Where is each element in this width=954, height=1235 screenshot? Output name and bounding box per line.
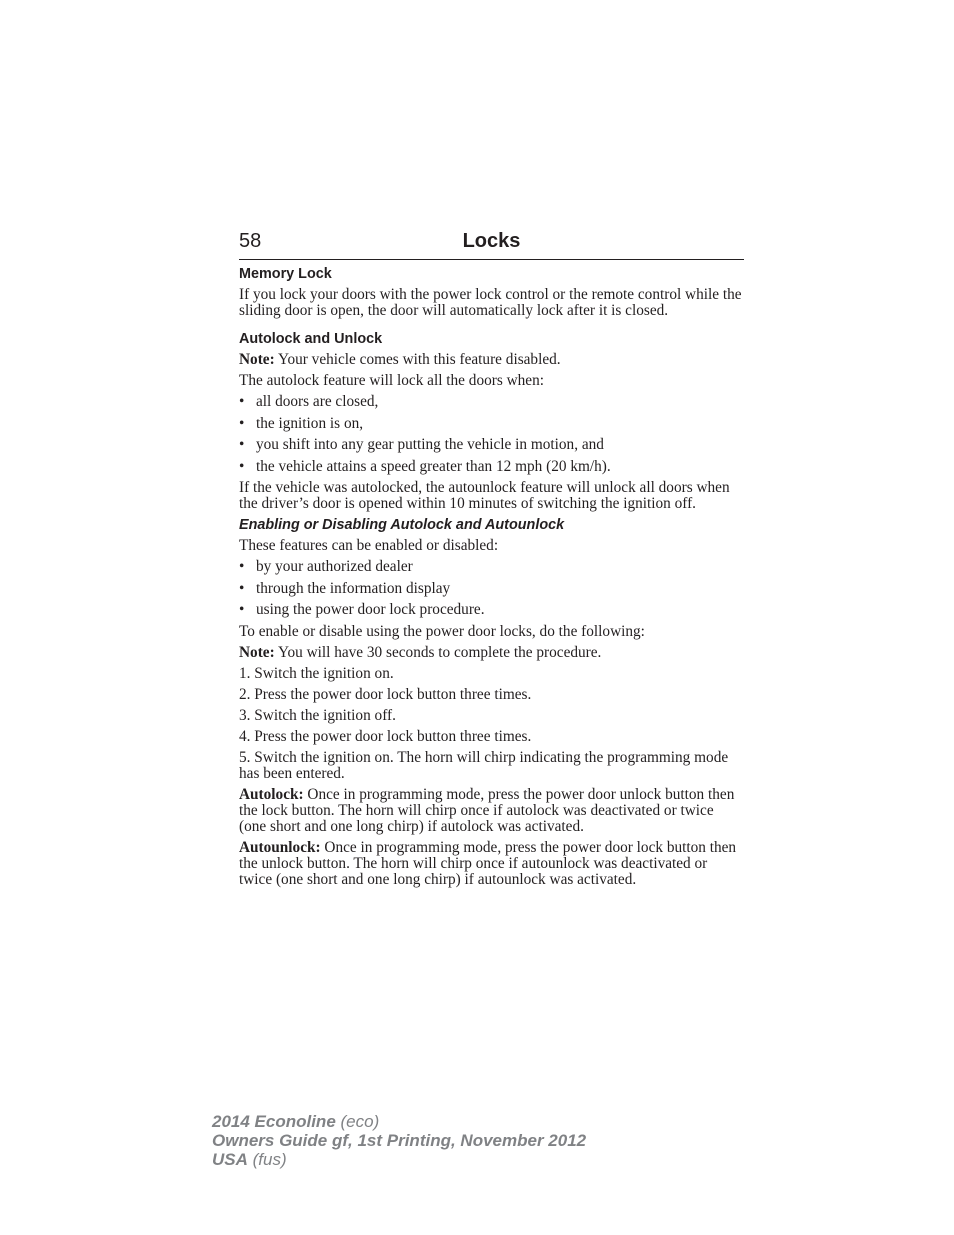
step-5: 5. Switch the ignition on. The horn will chirp indicating the programming mode has been entered. <box>239 748 729 782</box>
bullet-icon: • <box>239 436 245 453</box>
list-item <box>239 459 744 475</box>
note-label: Note: <box>239 643 275 661</box>
enabling-lead: To enable or disable using the power door locks, do the following: <box>239 622 645 640</box>
footer-model-line <box>212 1112 586 1131</box>
bullet-icon: • <box>239 457 245 475</box>
list-item <box>239 581 744 597</box>
list-item <box>239 394 744 410</box>
list-item-text: the vehicle attains a speed greater than 12 mph (20 km/h). <box>256 457 611 475</box>
autounlock-label: Autounlock: <box>239 838 321 856</box>
memory-lock-paragraph: If you lock your doors with the power lock control or the remote control while the sliding door is open, the door will automatically lock after it is closed. <box>239 286 742 319</box>
enabling-note <box>239 645 744 661</box>
page-footer <box>212 1112 586 1169</box>
footer-model-code: (eco) <box>335 1112 380 1131</box>
footer-region-code: (fus) <box>247 1150 287 1169</box>
list-item-text: by your authorized dealer <box>256 558 413 575</box>
list-item-text: the ignition is on, <box>256 414 364 432</box>
autolock-procedure <box>239 787 744 835</box>
bullet-icon: • <box>239 579 245 597</box>
note-text: Your vehicle comes with this feature disabled. <box>274 351 561 368</box>
footer-region-line <box>212 1150 586 1169</box>
page-number: 58 <box>239 230 262 252</box>
autolock-label: Autolock: <box>239 785 304 803</box>
footer-model: 2014 Econoline <box>212 1112 336 1131</box>
page-title: Locks <box>462 230 521 252</box>
list-item-text: using the power door lock procedure. <box>256 601 485 618</box>
bullet-icon: • <box>239 601 245 618</box>
enabling-intro: These features can be enabled or disabled: <box>239 537 499 554</box>
step-3: 3. Switch the ignition off. <box>239 706 396 724</box>
autounlock-paragraph: If the vehicle was autolocked, the autounlock feature will unlock all doors when the driver’s door is opened within 10 minutes of switching the ignition off. <box>239 479 730 512</box>
list-item <box>239 559 744 575</box>
page-header <box>239 229 744 260</box>
autounlock-procedure <box>239 840 744 888</box>
section-heading-autolock: Autolock and Unlock <box>239 331 383 347</box>
section-heading-memory-lock: Memory Lock <box>239 266 332 282</box>
page-content <box>239 266 744 893</box>
step-1: 1. Switch the ignition on. <box>239 664 394 682</box>
list-item-text: through the information display <box>256 579 451 597</box>
list-item-text: you shift into any gear putting the vehicle in motion, and <box>256 436 604 453</box>
bullet-icon: • <box>239 393 245 410</box>
autolock-procedure-text: Once in programming mode, press the power door unlock button then the lock button. The horn will chirp once if autolock was deactivated or twice (one short and one long chirp) if autolock was activated. <box>239 785 735 835</box>
autolock-intro: The autolock feature will lock all the doors when: <box>239 372 544 389</box>
note-label: Note: <box>239 351 275 368</box>
autolock-note <box>239 352 744 368</box>
autounlock-procedure-text: Once in programming mode, press the power door lock button then the unlock button. The horn will chirp once if autounlock was deactivated or twice (one short and one long chirp) if autounlock was activated. <box>239 838 737 888</box>
list-item-text: all doors are closed, <box>256 393 379 410</box>
step-4: 4. Press the power door lock button three times. <box>239 727 532 745</box>
section-heading-enabling: Enabling or Disabling Autolock and Autounlock <box>239 517 565 533</box>
list-item <box>239 437 744 453</box>
footer-guide: Owners Guide gf, 1st Printing, November 2012 <box>212 1131 587 1150</box>
step-2: 2. Press the power door lock button three times. <box>239 685 532 703</box>
footer-region: USA <box>212 1150 248 1169</box>
note-text: You will have 30 seconds to complete the procedure. <box>274 643 602 661</box>
list-item <box>239 602 744 618</box>
list-item <box>239 416 744 432</box>
bullet-icon: • <box>239 558 245 575</box>
bullet-icon: • <box>239 414 245 432</box>
